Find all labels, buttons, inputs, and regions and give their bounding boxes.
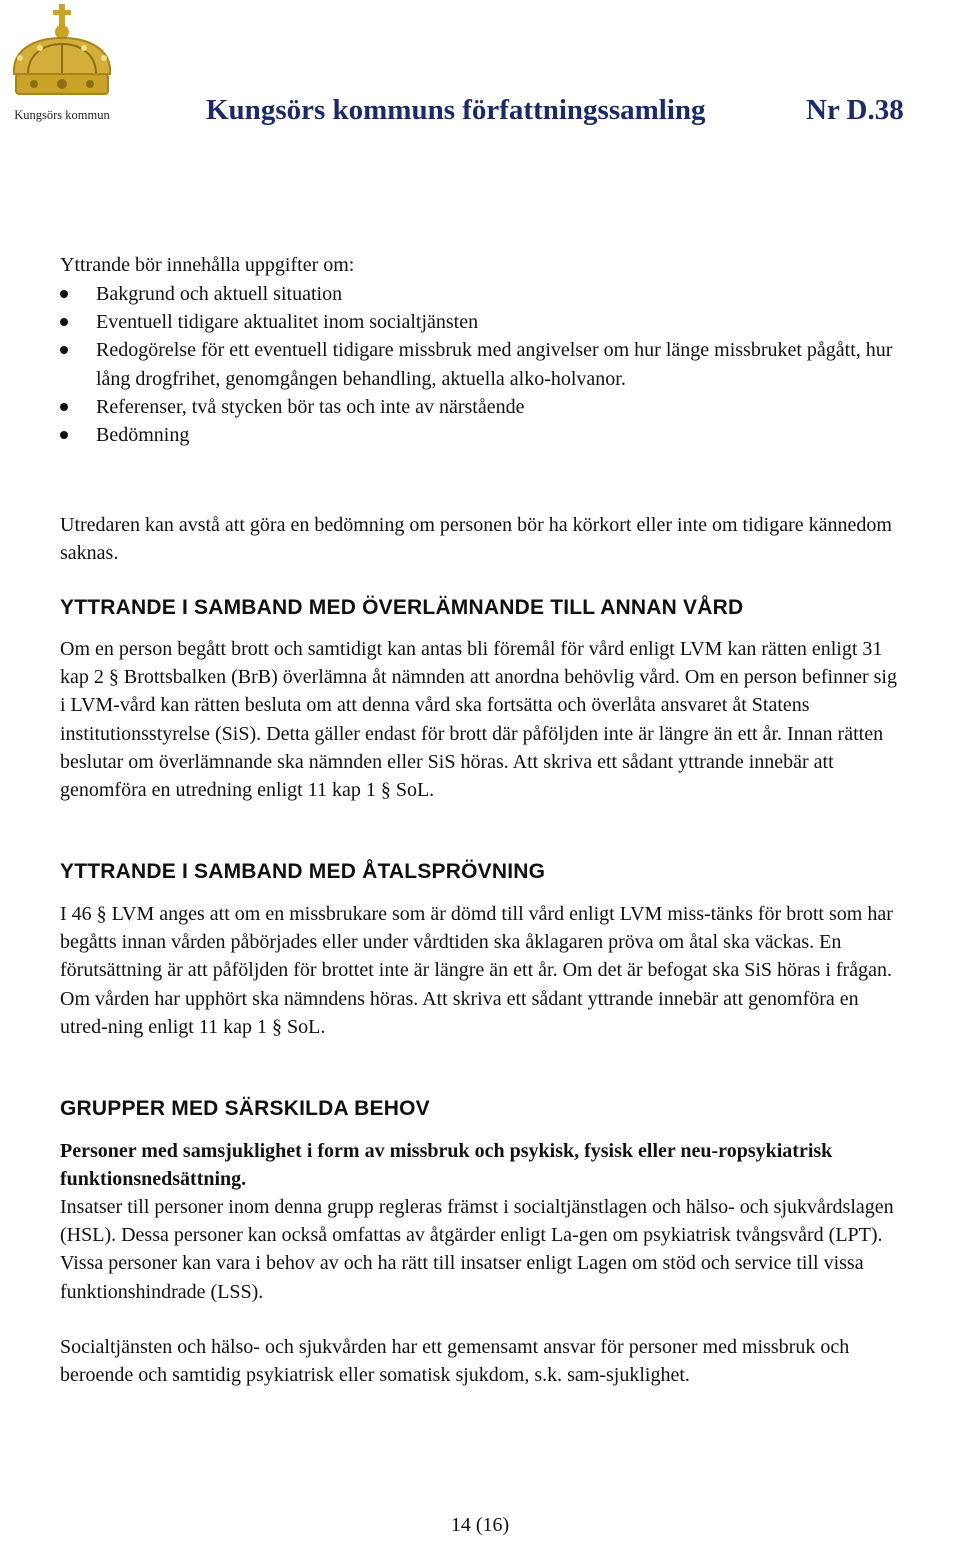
bullet-icon	[60, 290, 68, 298]
bullet-icon	[60, 431, 68, 439]
page-number: 14 (16)	[450, 1514, 510, 1536]
bullet-icon	[60, 318, 68, 326]
document-series-title: Kungsörs kommuns författningssamling	[206, 94, 706, 126]
crown-icon	[4, 2, 120, 106]
bullet-icon	[60, 346, 68, 354]
section-text-shared-responsibility: Socialtjänsten och hälso- och sjukvården har ett gemensamt ansvar för personer med missbruk och beroende och samtidig psykiatrisk eller somatisk sjukdom, s.k. sam-sjuklighet.	[60, 1336, 850, 1387]
intro-note: Utredaren kan avstå att göra en bedömning om personen bör ha körkort eller inte om tidigare kännedom saknas.	[60, 514, 892, 565]
logo-label: Kungsörs kommun	[14, 108, 110, 122]
section-text-prosecution: I 46 § LVM anges att om en missbrukare som är dömd till vård enligt LVM miss-tänks för brott som har begåtts innan vården påbörjades eller under vårdtiden ska åklagaren pröva om åtal ska väckas. En förutsättning är att påföljden för brottet inte är längre än ett år. Om det är befogat ska SiS höras i frågan. Om vården har upphört ska nämndens höras. Att skriva ett sådant yttrande innebär att genomföra en utred-ning enligt 11 kap 1 § SoL.	[60, 903, 893, 1038]
section-heading-special-needs: GRUPPER MED SÄRSKILDA BEHOV	[60, 1097, 430, 1120]
municipality-logo	[4, 2, 120, 126]
list-item: Bedömning	[60, 421, 900, 449]
section-subheading-comorbidity: Personer med samsjuklighet i form av missbruk och psykisk, fysisk eller neu-ropsykiatrisk funktionsnedsättning.	[60, 1140, 833, 1191]
list-item: Eventuell tidigare aktualitet inom socialtjänsten	[60, 308, 900, 336]
intro-lead: Yttrande bör innehålla uppgifter om:	[60, 254, 355, 276]
bullet-icon	[60, 403, 68, 411]
section-heading-transfer: YTTRANDE I SAMBAND MED ÖVERLÄMNANDE TILL ANNAN VÅRD	[60, 596, 744, 619]
list-item: Referenser, två stycken bör tas och inte av närstående	[60, 393, 900, 421]
section-text-transfer: Om en person begått brott och samtidigt kan antas bli föremål för vård enligt LVM kan rätten enligt 31 kap 2 § Brottsbalken (BrB) överlämna åt nämnden att anordna behövlig vård. Om en person befinner sig i LVM-vård kan rätten besluta om att denna vård ska fortsätta och överlåta ansvaret åt Statens institutionsstyrelse (SiS). Detta gäller endast för brott där påföljden inte är längre än ett år. Innan rätten beslutar om överlämnande ska nämnden eller SiS höras. Att skriva ett sådant yttrande innebär att genomföra en utredning enligt 11 kap 1 § SoL.	[60, 638, 897, 802]
section-text-comorbidity: Insatser till personer inom denna grupp regleras främst i socialtjänstlagen och hälso- och sjukvårdslagen (HSL). Dessa personer kan också omfattas av åtgärder enligt La-gen om psykiatrisk tvångsvård (LPT). Vissa personer kan vara i behov av och ha rätt till insatser enligt Lagen om stöd och service till vissa funktionshindrade (LSS).	[60, 1196, 894, 1303]
section-heading-prosecution: YTTRANDE I SAMBAND MED ÅTALSPRÖVNING	[60, 860, 546, 883]
list-item: Bakgrund och aktuell situation	[60, 280, 900, 308]
requirements-list	[60, 280, 900, 449]
list-item: Redogörelse för ett eventuell tidigare missbruk med angivelser om hur länge missbruket pågått, hur lång drogfrihet, genomgången behandling, aktuella alko-holvanor.	[60, 336, 900, 392]
document-number: Nr D.38	[806, 94, 904, 126]
